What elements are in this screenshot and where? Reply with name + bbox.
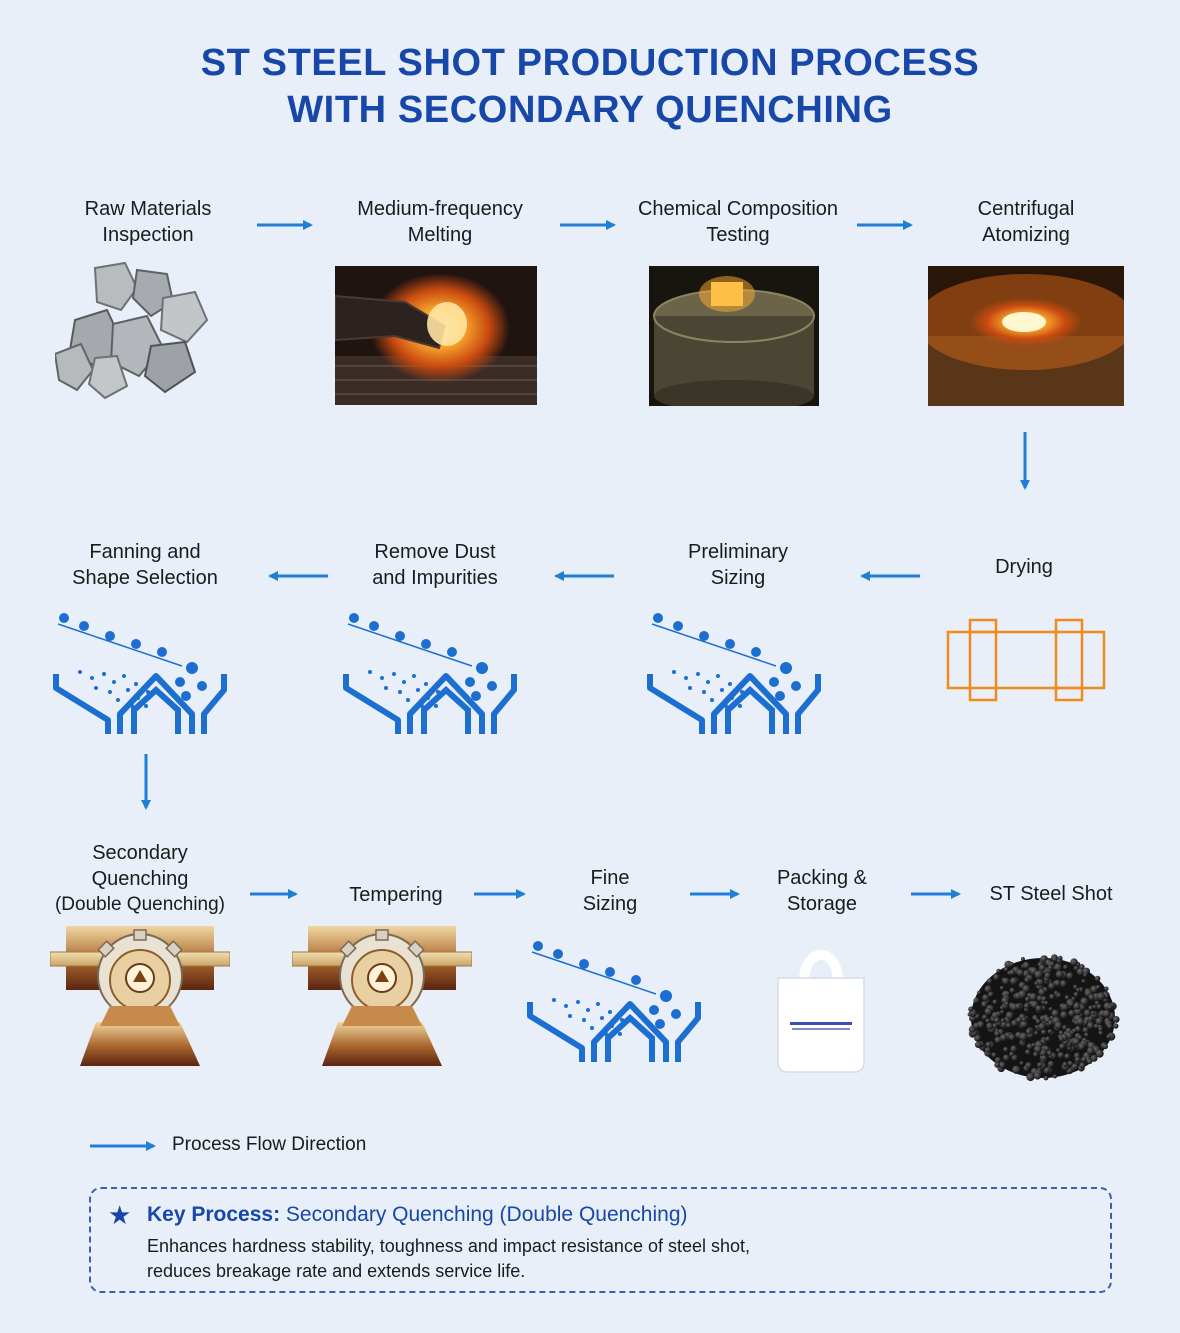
flow-arrow-icon [550,566,616,586]
steel-shot-pile-icon [966,938,1120,1084]
step-melting-label: Medium-frequency Melting [357,198,523,246]
quenching-machine-icon [50,926,230,1068]
step-preliminary-sizing-label: Preliminary Sizing [687,541,789,589]
step-drying-label: Drying [995,556,1053,578]
step-tempering-label: Tempering [349,884,443,906]
flow-arrow-icon [855,215,915,235]
flow-arrow-icon [909,884,963,904]
quenching-machine-icon [292,926,472,1068]
dryer-outline-icon [944,616,1108,704]
legend-label: Process Flow Direction [172,1134,367,1155]
legend-arrow-icon [88,1136,158,1156]
flow-arrow-icon [255,215,315,235]
title-line-2: WITH SECONDARY QUENCHING [287,89,893,131]
furnace-photo [335,266,537,405]
step-atomizing-label: Centrifugal Atomizing [977,198,1075,246]
flow-arrow-icon [558,215,618,235]
bulk-bag-icon [774,938,868,1074]
step-fanning-label: Fanning and Shape Selection [72,541,218,589]
page-title [0,40,1180,134]
step-packing-label: Packing & Storage [776,867,868,915]
sieve-hopper-icon [526,938,704,1066]
ladle-photo [649,266,819,406]
flow-arrow-icon [472,884,528,904]
key-process-title: Key Process: Secondary Quenching (Double Quenching) [147,1203,688,1226]
step-remove-dust-label: Remove Dust and Impurities [372,541,498,589]
atomizing-photo [928,266,1124,406]
flow-arrow-icon [688,884,742,904]
step-st-steel-shot-label: ST Steel Shot [989,883,1113,905]
flow-arrow-icon [1015,430,1035,494]
sieve-hopper-icon [342,610,520,738]
step-fine-sizing-label: Fine Sizing [582,867,638,915]
step-secondary-quenching-label: Secondary Quenching (Double Quenching) [54,842,226,915]
flow-arrow-icon [136,752,156,814]
sieve-hopper-icon [646,610,824,738]
flow-arrow-icon [264,566,330,586]
sieve-hopper-icon [52,610,230,738]
title-line-1: ST STEEL SHOT PRODUCTION PROCESS [200,42,980,84]
star-icon: ★ [108,1200,132,1230]
step-raw-materials-label: Raw Materials Inspection [84,198,212,246]
key-process-description: Enhances hardness stability, toughness and impact resistance of steel shot, reduces breakage rate and extends service life. [147,1236,751,1281]
flow-arrow-icon [248,884,300,904]
flow-arrow-icon [856,566,922,586]
step-chemical-testing-label: Chemical Composition Testing [637,198,839,246]
steel-lumps-photo [55,258,215,403]
